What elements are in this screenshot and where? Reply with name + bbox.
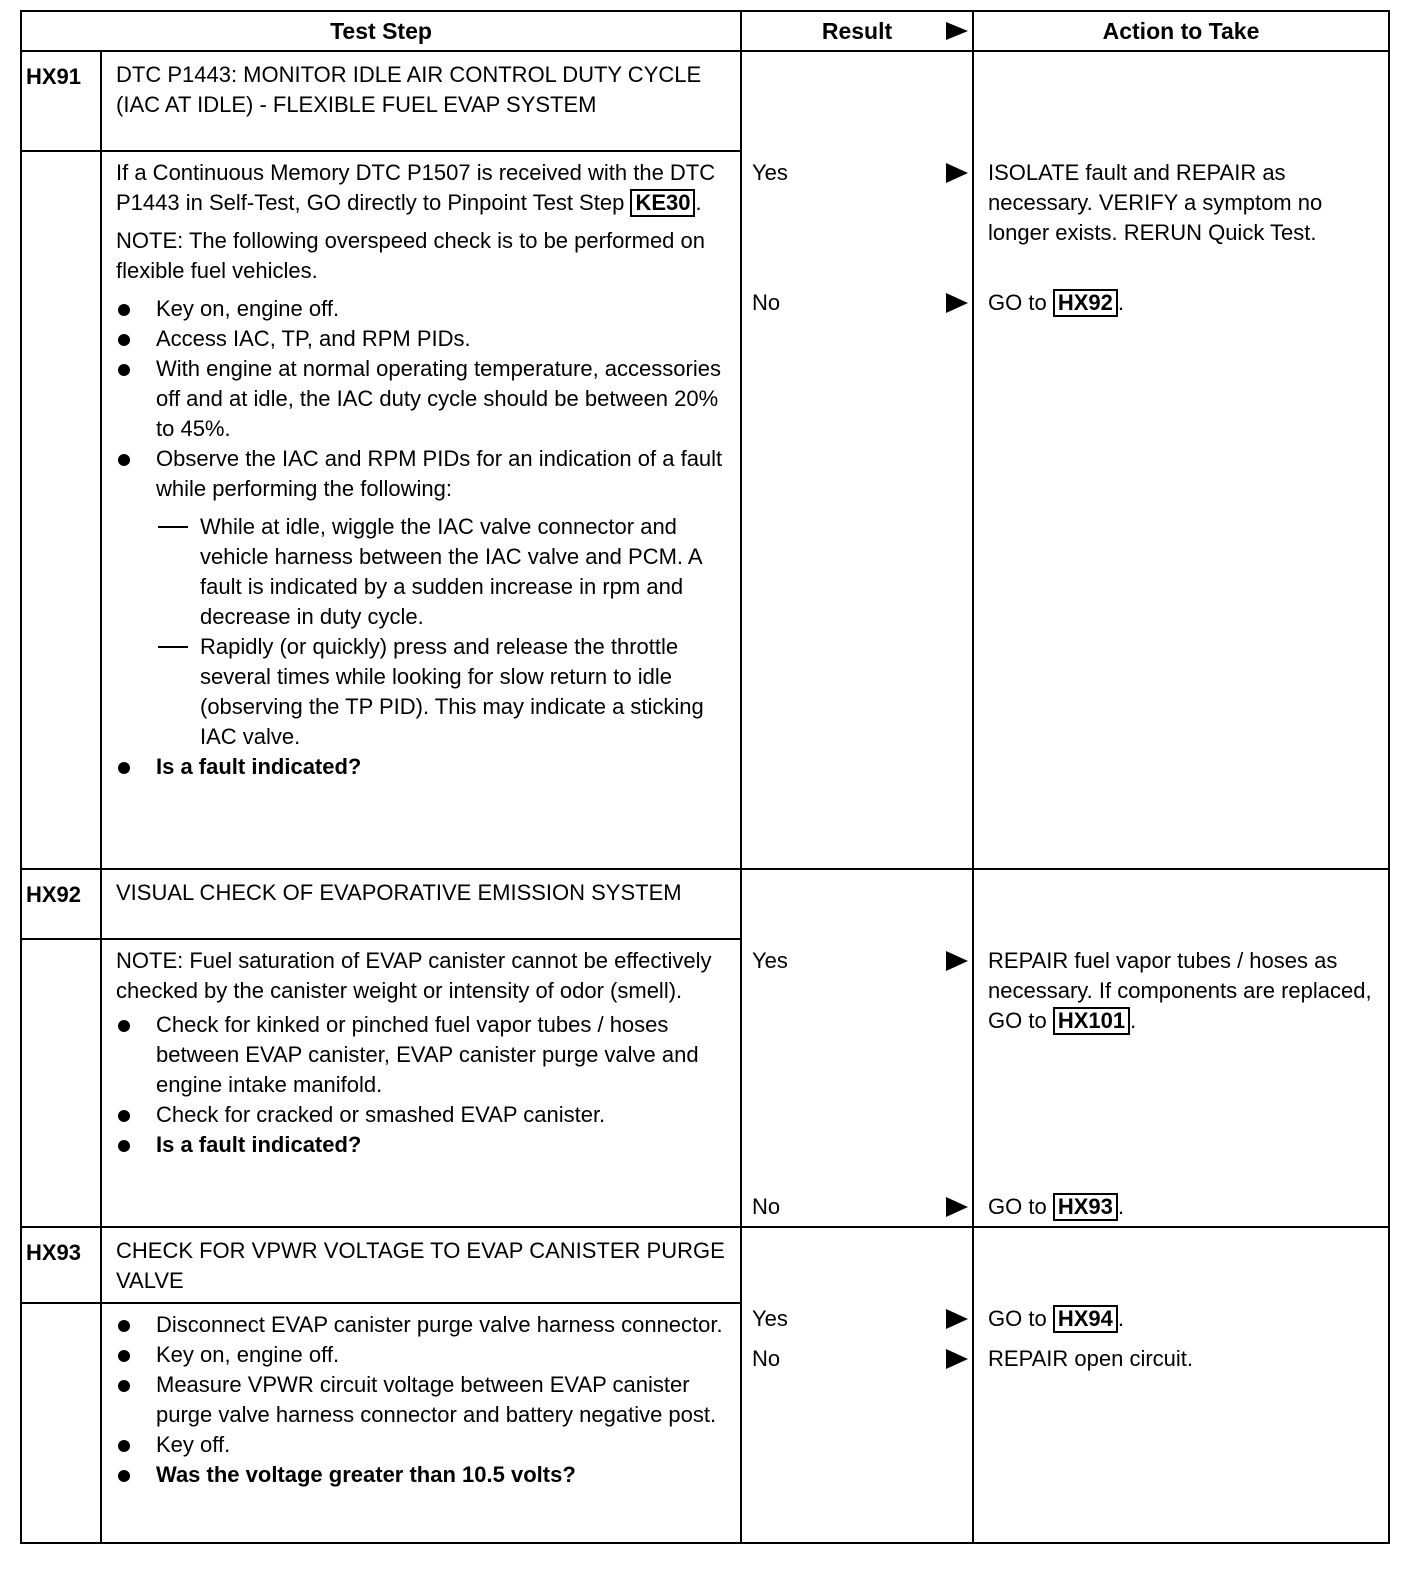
bullet-icon [118,304,130,316]
pinpoint-test-sheet [20,10,1388,1544]
list-item: Check for cracked or smashed EVAP canister. [116,1100,730,1130]
bullet-icon [118,1350,130,1362]
step-actions [973,869,1389,1227]
step-reference[interactable]: HX94 [1053,1305,1118,1333]
list-item: Disconnect EVAP canister purge valve harness connector. [116,1310,730,1340]
list-item: Was the voltage greater than 10.5 volts? [116,1460,730,1490]
list-item: Is a fault indicated? [116,1130,730,1160]
bullet-icon [118,762,130,774]
arrow-right-icon [946,1309,968,1329]
step-results [741,869,973,1227]
step-body [101,1303,741,1543]
sub-list-item: Rapidly (or quickly) press and release the throttle several times while looking for slow return to idle (observing the TP PID). This may indicate a sticking IAC valve. [116,632,730,752]
step-reference[interactable]: KE30 [630,189,695,217]
arrow-right-icon [946,951,968,971]
list-item: Key on, engine off. [116,1340,730,1370]
arrow-right-icon [946,1197,968,1217]
result-no: No [752,1344,972,1374]
step-results [741,51,973,869]
action-no: REPAIR open circuit. [988,1346,1194,1371]
list-item: Is a fault indicated? [116,752,730,782]
dash-icon [158,646,188,648]
code-spacer [21,939,101,1227]
step-code: HX91 [21,51,101,151]
action-yes: REPAIR fuel vapor tubes / hoses as necessary. If components are replaced, GO to HX101 . [988,948,1372,1033]
table-header-row [21,11,1389,51]
step-reference[interactable]: HX92 [1053,289,1118,317]
bullet-icon [118,1380,130,1392]
result-yes: Yes [752,158,972,188]
action-yes: ISOLATE fault and REPAIR as necessary. VERIFY a symptom no longer exists. RERUN Quick Test. [988,160,1323,245]
step-note: NOTE: The following overspeed check is to be performed on flexible fuel vehicles. [116,228,706,283]
bullet-icon [118,1440,130,1452]
step-results [741,1227,973,1543]
step-title-row [21,51,1389,151]
code-spacer [21,151,101,869]
result-no: No [752,288,972,318]
header-action: Action to Take [973,11,1389,51]
step-code: HX92 [21,869,101,939]
step-reference[interactable]: HX101 [1053,1007,1130,1035]
bullet-icon [118,1020,130,1032]
header-test-step: Test Step [21,11,741,51]
sub-list [116,512,730,752]
bullet-icon [118,1320,130,1332]
arrow-right-icon [946,293,968,313]
step-reference[interactable]: HX93 [1053,1193,1118,1221]
step-body [101,151,741,869]
bullet-icon [118,1140,130,1152]
arrow-right-icon [946,22,968,40]
code-spacer [21,1303,101,1543]
step-title: CHECK FOR VPWR VOLTAGE TO EVAP CANISTER PURGE VALVE [101,1227,741,1303]
header-result: Result [741,11,973,51]
list-item: Access IAC, TP, and RPM PIDs. [116,324,730,354]
step-title-row [21,869,1389,939]
step-actions [973,1227,1389,1543]
step-bullets [116,1310,730,1490]
step-title: VISUAL CHECK OF EVAPORATIVE EMISSION SYSTEM [101,869,741,939]
action-no: GO to HX92 . [988,290,1124,315]
step-bullets [116,1010,730,1160]
list-item: Check for kinked or pinched fuel vapor tubes / hoses between EVAP canister, EVAP canister purge valve and engine intake manifold. [116,1010,730,1100]
action-yes: GO to HX94 . [988,1306,1124,1331]
bullet-icon [118,454,130,466]
step-intro: If a Continuous Memory DTC P1507 is received with the DTC P1443 in Self-Test, GO directly to Pinpoint Test Step KE30 . [116,160,716,215]
bullet-icon [118,1470,130,1482]
step-body [101,939,741,1227]
result-yes: Yes [752,1304,972,1334]
step-bullets [116,294,730,782]
action-no: GO to HX93 . [988,1194,1124,1219]
arrow-right-icon [946,1349,968,1369]
step-title-row [21,1227,1389,1303]
list-item: With engine at normal operating temperature, accessories off and at idle, the IAC duty cycle should be between 20% to 45%. [116,354,730,444]
bullet-icon [118,1110,130,1122]
bullet-icon [118,334,130,346]
list-item: Observe the IAC and RPM PIDs for an indication of a fault while performing the following: While at idle, wiggle the IAC valve connector and vehicle harness between the IAC valve and PCM. A fault is indicated by a sudden increase in rpm and decrease in duty cycle. Rapidly (or quickly) press and release the throttle several times while looking for slow return to idle (observing the TP PID). This may indicate a sticking IAC valve. [116,444,730,752]
list-item: Measure VPWR circuit voltage between EVAP canister purge valve harness connector and battery negative post. [116,1370,730,1430]
step-actions [973,51,1389,869]
list-item: Key on, engine off. [116,294,730,324]
sub-list-item: While at idle, wiggle the IAC valve connector and vehicle harness between the IAC valve and PCM. A fault is indicated by a sudden increase in rpm and decrease in duty cycle. [116,512,730,632]
result-yes: Yes [752,946,972,976]
bullet-icon [118,364,130,376]
list-item: Key off. [116,1430,730,1460]
step-code: HX93 [21,1227,101,1303]
step-title: DTC P1443: MONITOR IDLE AIR CONTROL DUTY CYCLE (IAC AT IDLE) - FLEXIBLE FUEL EVAP SYSTEM [101,51,741,151]
step-note: NOTE: Fuel saturation of EVAP canister cannot be effectively checked by the canister weight or intensity of odor (smell). [116,948,712,1003]
arrow-right-icon [946,163,968,183]
dash-icon [158,526,188,528]
result-no: No [752,1192,972,1222]
pinpoint-test-table [20,10,1390,1544]
